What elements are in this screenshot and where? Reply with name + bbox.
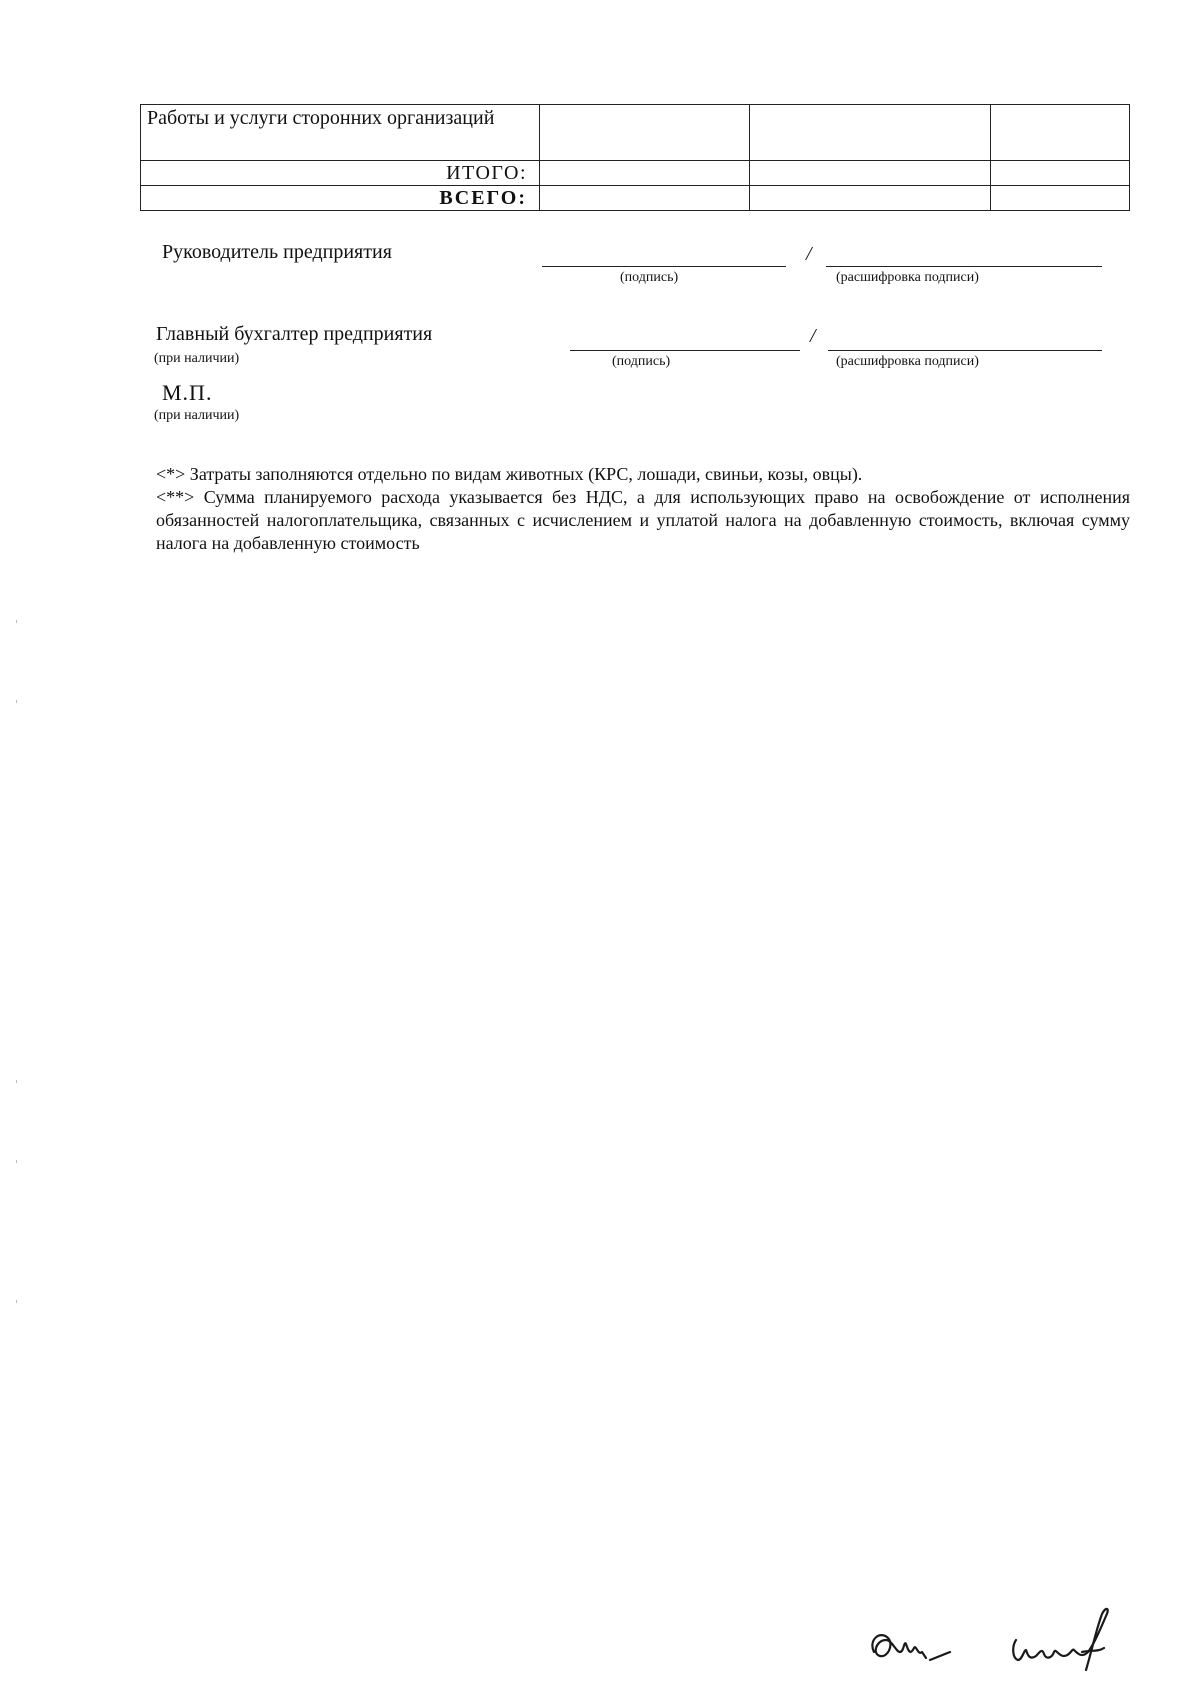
cost-table	[140, 104, 1130, 211]
director-signature-caption: (подпись)	[620, 270, 679, 285]
accountant-decoding-line	[828, 350, 1102, 351]
director-decoding-caption: (расшифровка подписи)	[836, 270, 979, 285]
table-row	[141, 105, 1130, 161]
footnote-2: <**> Сумма планируемого расхода указывается без НДС, а для использующих право на освобождение от исполнения обязанностей налогоплательщика, связанных с исчислением и уплатой налога на добавленную стоимость, включая сумму налога на добавленную стоимость	[156, 487, 1130, 553]
table-cell	[540, 186, 750, 211]
scan-mark	[16, 1300, 17, 1303]
footnotes	[156, 463, 1130, 555]
initials-signature	[872, 1635, 950, 1660]
accountant-signature-line	[570, 350, 800, 351]
footnote-1: <*> Затраты заполняются отдельно по видам животных (КРС, лошади, свиньи, козы, овцы).	[156, 464, 863, 484]
accountant-note: (при наличии)	[154, 351, 240, 366]
surname-signature	[1013, 1609, 1107, 1670]
handwritten-signatures	[860, 1600, 1160, 1680]
table-row	[141, 186, 1130, 211]
stamp-note: (при наличии)	[154, 408, 240, 423]
scan-mark	[16, 700, 17, 703]
total-label: ВСЕГО:	[141, 186, 540, 211]
table-cell	[750, 105, 991, 161]
table-cell	[750, 161, 991, 186]
accountant-title: Главный бухгалтер предприятия	[156, 323, 433, 345]
table-row	[141, 161, 1130, 186]
director-signature-line	[542, 266, 786, 267]
table-cell	[991, 186, 1130, 211]
director-slash: /	[806, 243, 812, 265]
subtotal-label: ИТОГО:	[141, 161, 540, 186]
director-title: Руководитель предприятия	[162, 241, 392, 263]
accountant-decoding-caption: (расшифровка подписи)	[836, 354, 979, 369]
accountant-slash: /	[810, 325, 816, 347]
table-cell	[540, 161, 750, 186]
stamp-label: М.П.	[162, 380, 213, 405]
table-cell	[540, 105, 750, 161]
scan-mark	[16, 1080, 17, 1083]
table-cell	[750, 186, 991, 211]
row-label: Работы и услуги сторонних организаций	[141, 105, 540, 161]
accountant-signature-caption: (подпись)	[612, 354, 671, 369]
scan-mark	[16, 1160, 17, 1163]
director-decoding-line	[826, 266, 1102, 267]
scan-mark	[16, 620, 17, 623]
table-cell	[991, 105, 1130, 161]
table-cell	[991, 161, 1130, 186]
